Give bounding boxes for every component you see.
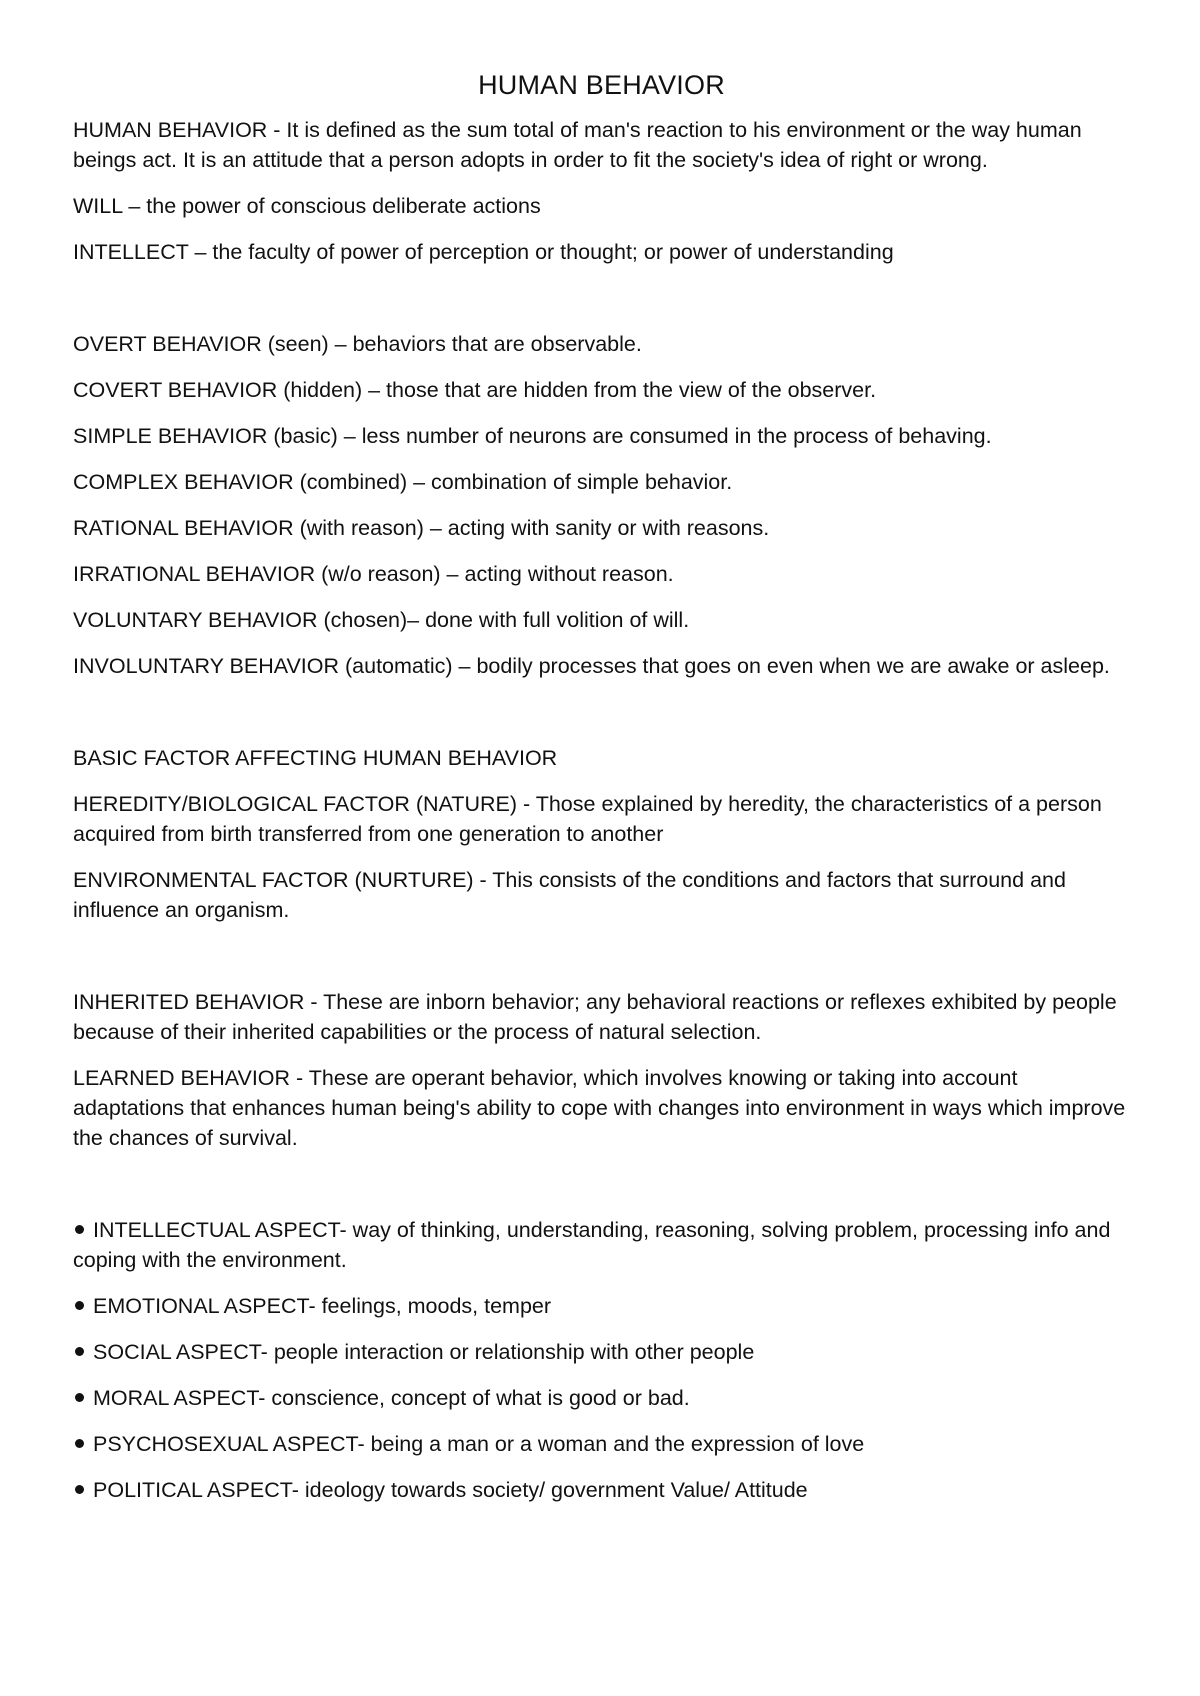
section-spacer — [73, 283, 1130, 329]
factors-section — [73, 743, 1130, 925]
behavior-type-complex: COMPLEX BEHAVIOR (combined) – combination of simple behavior. — [73, 470, 733, 494]
factor-heredity: HEREDITY/BIOLOGICAL FACTOR (NATURE) - Those explained by heredity, the characteristics of a person acquired from birth transferred from one generation to another — [73, 792, 1102, 846]
behavior-type-voluntary: VOLUNTARY BEHAVIOR (chosen)– done with full volition of will. — [73, 608, 690, 632]
aspect-political: POLITICAL ASPECT- ideology towards society/ government Value/ Attitude — [93, 1478, 808, 1502]
behavior-type-rational: RATIONAL BEHAVIOR (with reason) – acting with sanity or with reasons. — [73, 516, 770, 540]
intro-section — [73, 115, 1130, 267]
list-item — [73, 1337, 1130, 1367]
list-item — [73, 1215, 1130, 1275]
aspect-psychosexual: PSYCHOSEXUAL ASPECT- being a man or a woman and the expression of love — [93, 1432, 865, 1456]
document-title: HUMAN BEHAVIOR — [478, 70, 725, 100]
factors-heading: BASIC FACTOR AFFECTING HUMAN BEHAVIOR — [73, 746, 558, 770]
section-spacer — [73, 697, 1130, 743]
list-item — [73, 1383, 1130, 1413]
learned-behavior: LEARNED BEHAVIOR - These are operant behavior, which involves knowing or taking into account adaptations that enhances human being's ability to cope with changes into environment in ways which improve the chances of survival. — [73, 1066, 1126, 1150]
behavior-type-covert: COVERT BEHAVIOR (hidden) – those that are hidden from the view of the observer. — [73, 378, 877, 402]
bullet-icon — [75, 1439, 84, 1448]
behavior-types-section — [73, 329, 1130, 681]
list-item — [73, 1429, 1130, 1459]
inherited-learned-section — [73, 987, 1130, 1153]
section-spacer — [73, 1169, 1130, 1215]
bullet-icon — [75, 1393, 84, 1402]
bullet-icon — [75, 1301, 84, 1310]
definition-intellect: INTELLECT – the faculty of power of perception or thought; or power of understanding — [73, 240, 894, 264]
bullet-icon — [75, 1347, 84, 1356]
factor-environmental: ENVIRONMENTAL FACTOR (NURTURE) - This consists of the conditions and factors that surround and influence an organism. — [73, 868, 1066, 922]
behavior-type-irrational: IRRATIONAL BEHAVIOR (w/o reason) – acting without reason. — [73, 562, 674, 586]
aspect-emotional: EMOTIONAL ASPECT- feelings, moods, temper — [93, 1294, 552, 1318]
behavior-type-overt: OVERT BEHAVIOR (seen) – behaviors that are observable. — [73, 332, 642, 356]
behavior-type-involuntary: INVOLUNTARY BEHAVIOR (automatic) – bodily processes that goes on even when we are awake or asleep. — [73, 654, 1110, 678]
inherited-behavior: INHERITED BEHAVIOR - These are inborn behavior; any behavioral reactions or reflexes exhibited by people because of their inherited capabilities or the process of natural selection. — [73, 990, 1117, 1044]
aspect-social: SOCIAL ASPECT- people interaction or relationship with other people — [93, 1340, 755, 1364]
definition-will: WILL – the power of conscious deliberate actions — [73, 194, 541, 218]
aspect-moral: MORAL ASPECT- conscience, concept of what is good or bad. — [93, 1386, 690, 1410]
bullet-icon — [75, 1225, 84, 1234]
definition-human-behavior: HUMAN BEHAVIOR - It is defined as the sum total of man's reaction to his environment or the way human beings act. It is an attitude that a person adopts in order to fit the society's idea of right or wrong. — [73, 118, 1082, 172]
list-item — [73, 1475, 1130, 1505]
aspect-intellectual: INTELLECTUAL ASPECT- way of thinking, understanding, reasoning, solving problem, processing info and coping with the environment. — [73, 1218, 1111, 1272]
list-item — [73, 1291, 1130, 1321]
section-spacer — [73, 941, 1130, 987]
bullet-icon — [75, 1485, 84, 1494]
aspects-list — [73, 1215, 1130, 1505]
behavior-type-simple: SIMPLE BEHAVIOR (basic) – less number of neurons are consumed in the process of behaving. — [73, 424, 992, 448]
